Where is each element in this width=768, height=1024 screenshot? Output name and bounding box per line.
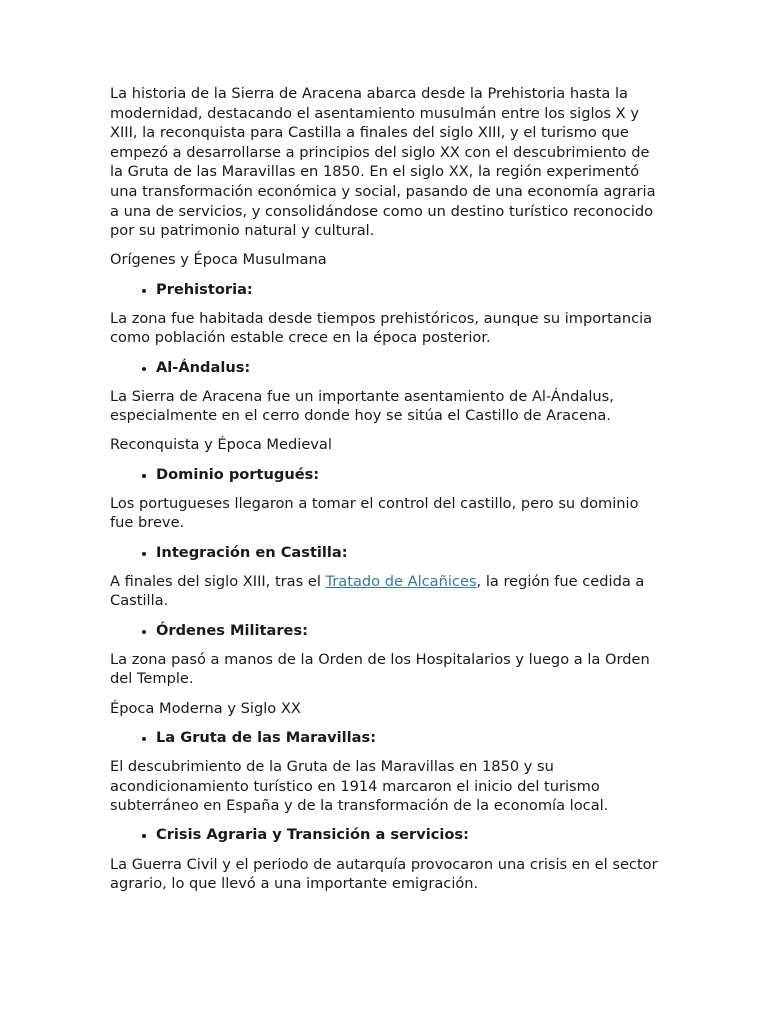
bullet-list	[110, 728, 660, 748]
bullet-list	[110, 280, 660, 300]
tratado-alcanices-link[interactable]: Tratado de Alcañices	[325, 572, 477, 590]
paragraph-gruta-maravillas: El descubrimiento de la Gruta de las Maravillas en 1850 y su acondicionamiento turístico en 1914 marcaron el inicio del turismo subterráneo en España y de la transformación de la economía local.	[110, 757, 609, 815]
paragraph-prehistoria: La zona fue habitada desde tiempos prehistóricos, aunque su importancia como población estable crece en la época posterior.	[110, 309, 653, 347]
bullet-list	[110, 543, 660, 563]
bullet-list	[110, 825, 660, 845]
bullet-item-crisis-agraria: • Crisis Agraria y Transición a servicios:	[156, 825, 660, 845]
section-heading-reconquista: Reconquista y Época Medieval	[110, 436, 332, 454]
bullet-item-gruta-maravillas: • La Gruta de las Maravillas:	[156, 728, 660, 748]
bullet-item-integracion-castilla: • Integración en Castilla:	[156, 543, 660, 563]
paragraph-al-andalus: La Sierra de Aracena fue un importante asentamiento de Al-Ándalus, especialmente en el cerro donde hoy se sitúa el Castillo de Aracena.	[110, 387, 614, 425]
bullet-item-prehistoria: • Prehistoria:	[156, 280, 660, 300]
paragraph-crisis-agraria: La Guerra Civil y el periodo de autarquía provocaron una crisis en el sector agrario, lo que llevó a una importante emigración.	[110, 855, 658, 893]
paragraph-text-before-link: A finales del siglo XIII, tras el	[110, 572, 326, 590]
paragraph-dominio-portugues: Los portugueses llegaron a tomar el control del castillo, pero su dominio fue breve.	[110, 494, 639, 532]
bullet-list	[110, 621, 660, 641]
intro-paragraph: La historia de la Sierra de Aracena abarca desde la Prehistoria hasta la modernidad, destacando el asentamiento musulmán entre los siglos X y XIII, la reconquista para Castilla a finales del siglo XIII, y el turismo que empezó a desarrollarse a principios del siglo XX con el descubrimiento de la Gruta de las Maravillas en 1850. En el siglo XX, la región experimentó una transformación económica y social, pasando de una economía agraria a una de servicios, y consolidándose como un destino turístico reconocido por su patrimonio natural y cultural.	[110, 85, 656, 240]
paragraph-ordenes-militares: La zona pasó a manos de la Orden de los Hospitalarios y luego a la Orden del Temple.	[110, 650, 650, 688]
paragraph-text-after-link: , la región fue cedida a Castilla.	[110, 572, 645, 610]
bullet-item-ordenes-militares: • Órdenes Militares:	[156, 621, 660, 641]
paragraph-integracion-castilla	[110, 572, 660, 611]
document-page	[110, 84, 660, 903]
bullet-item-dominio-portugues: • Dominio portugués:	[156, 465, 660, 485]
bullet-list	[110, 358, 660, 378]
section-heading-epoca-moderna: Época Moderna y Siglo XX	[110, 699, 301, 717]
bullet-item-al-andalus: • Al-Ándalus:	[156, 358, 660, 378]
bullet-list	[110, 465, 660, 485]
section-heading-origenes: Orígenes y Época Musulmana	[110, 251, 327, 269]
